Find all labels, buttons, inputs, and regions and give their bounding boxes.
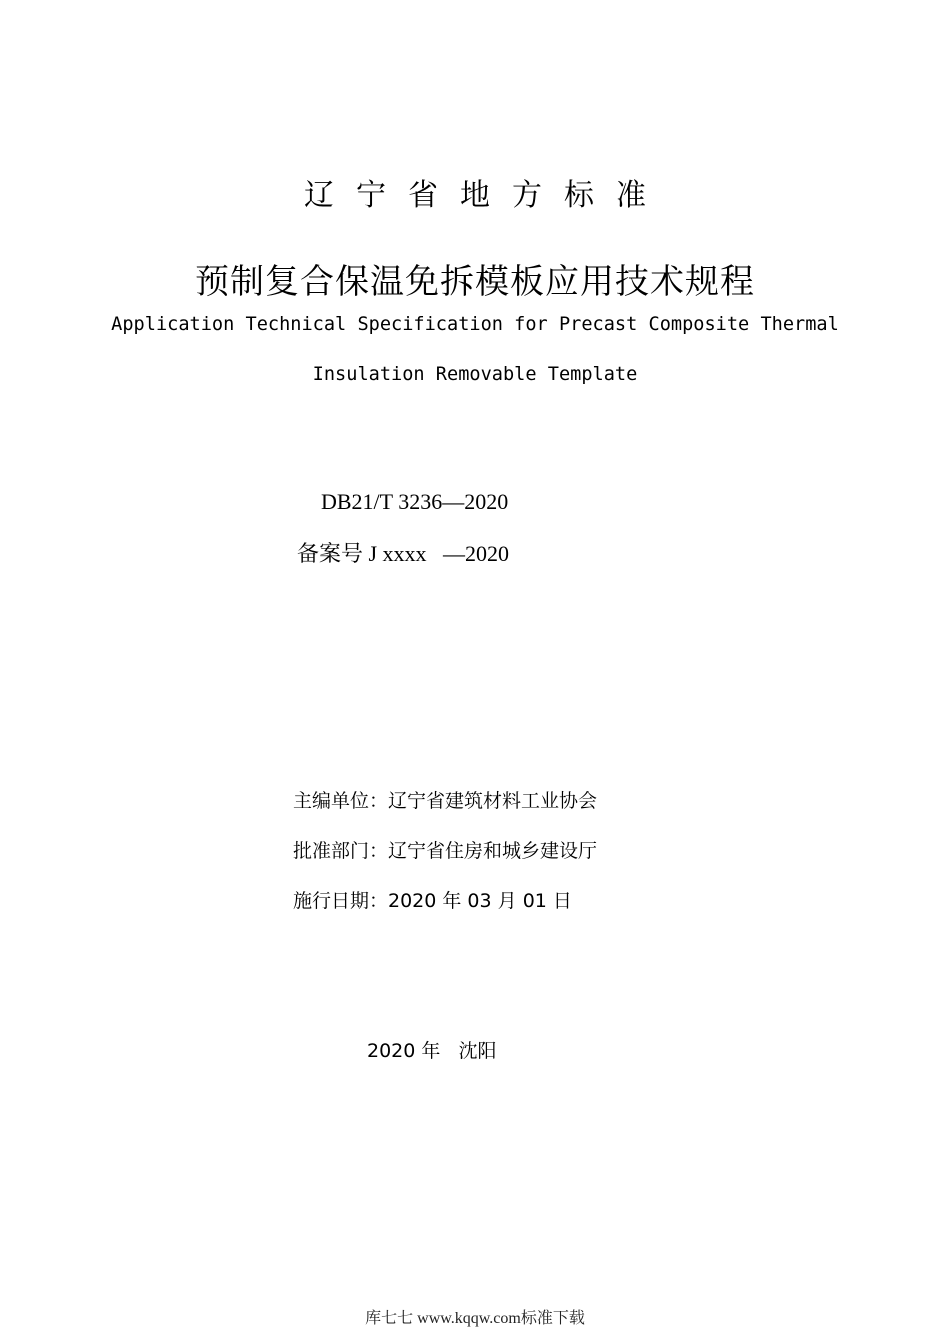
approval-department: 批准部门：辽宁省住房和城乡建设厅 (293, 840, 598, 862)
standard-code: DB21/T 3236—2020 (321, 489, 509, 514)
document-title-english-line-1: Application Technical Specification for Precast Composite Thermal (111, 314, 839, 335)
document-title-english-line-2: Insulation Removable Template (312, 364, 638, 385)
chief-editor-unit: 主编单位：辽宁省建筑材料工业协会 (293, 790, 598, 812)
effective-date: 施行日期：2020 年 03 月 01 日 (293, 890, 572, 912)
publication-year-place: 2020 年 沈阳 (367, 1040, 497, 1062)
document-title-chinese: 预制复合保温免拆模板应用技术规程 (195, 262, 755, 302)
watermark-text: 库七七 www.kqqw.com标准下载 (365, 1310, 585, 1327)
standard-type-heading: 辽宁省地方标准 (304, 178, 668, 213)
record-number: 备案号 J xxxx —2020 (297, 541, 510, 566)
